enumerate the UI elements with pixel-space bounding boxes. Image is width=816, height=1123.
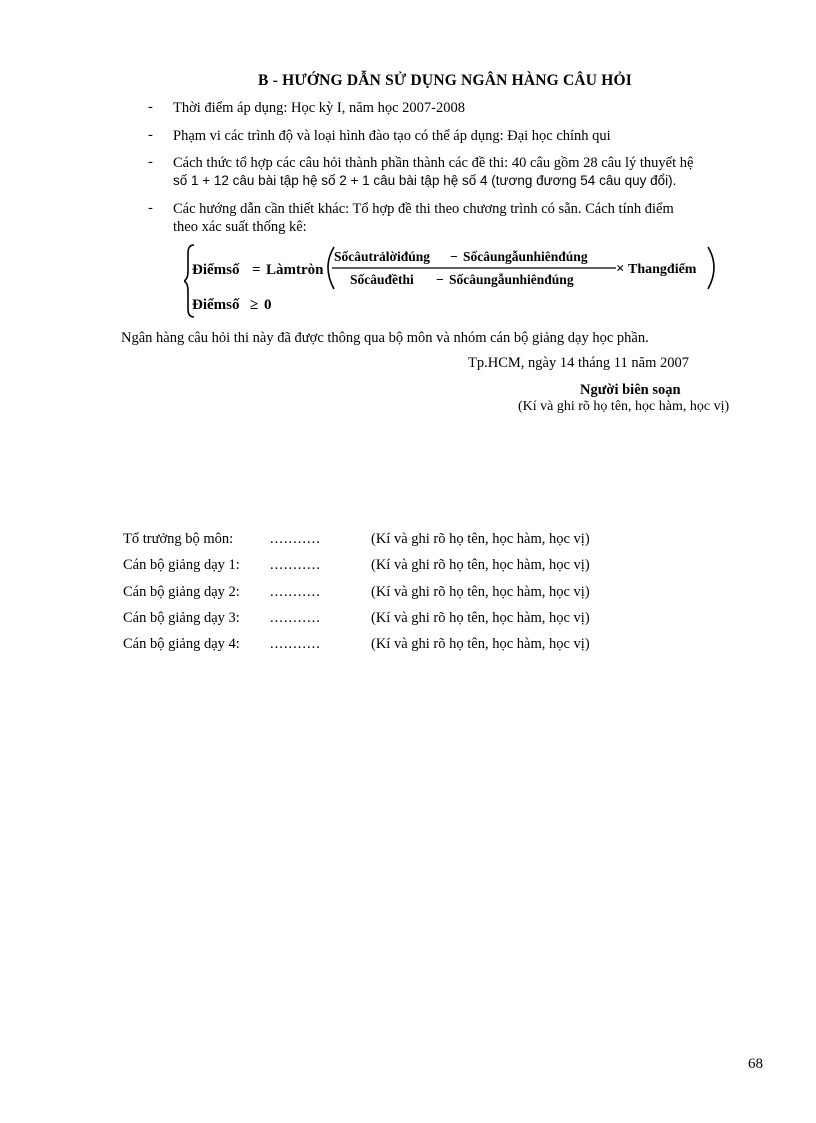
bullet-line: Cách thức tổ hợp các câu hỏi thành phần thành các đề thi: 40 câu gồm 28 câu lý thuyết hệ (173, 155, 694, 171)
bullet-dash: - (148, 154, 153, 170)
signature-note: (Kí và ghi rõ họ tên, học hàm, học vị) (371, 636, 590, 652)
signature-label: Cán bộ giảng dạy 2: (123, 584, 240, 600)
geq-sign: ≥ (250, 297, 259, 313)
numerator-term-a: Sốcâutrảlờiđúng (334, 249, 430, 264)
numerator-minus: − (450, 249, 458, 264)
signature-dots: ........... (270, 557, 321, 573)
signature-dots: ........... (270, 584, 321, 600)
scale-label: Thangđiểm (628, 262, 697, 277)
round-label: Làmtròn (266, 262, 324, 278)
right-paren (708, 247, 714, 289)
signature-note: (Kí và ghi rõ họ tên, học hàm, học vị) (371, 610, 590, 626)
signature-label: Tổ trưởng bộ môn: (123, 531, 234, 547)
denominator-minus: − (436, 272, 444, 287)
bullet-item-grading (173, 200, 674, 236)
score-label: Điểmsố (192, 262, 240, 278)
signature-label: Cán bộ giảng dạy 4: (123, 636, 240, 652)
zero-value: 0 (264, 297, 272, 313)
page-number: 68 (748, 1056, 763, 1072)
score-formula (184, 243, 724, 321)
signature-dots: ........... (270, 636, 321, 652)
approval-statement: Ngân hàng câu hỏi thi này đã được thông qua bộ môn và nhóm cán bộ giảng dạy học phần. (121, 330, 649, 346)
bullet-line: Các hướng dẫn cần thiết khác: Tổ hợp đề thi theo chương trình có sẵn. Cách tính điểm (173, 201, 674, 217)
signature-note: (Kí và ghi rõ họ tên, học hàm, học vị) (371, 557, 590, 573)
bullet-item-scope (173, 127, 611, 145)
signature-label: Cán bộ giảng dạy 3: (123, 610, 240, 626)
signature-note: (Kí và ghi rõ họ tên, học hàm, học vị) (371, 531, 590, 547)
denominator-term-a: Sốcâuđềthi (350, 272, 414, 287)
bullet-line: Thời điểm áp dụng: Học kỳ I, năm học 2007-2008 (173, 100, 465, 116)
signature-dots: ........... (270, 610, 321, 626)
bullet-item-composition (173, 154, 693, 190)
times-sign: × (616, 261, 625, 277)
bullet-dash: - (148, 127, 153, 143)
bullet-dash: - (148, 200, 153, 216)
place-date: Tp.HCM, ngày 14 tháng 11 năm 2007 (468, 355, 689, 371)
bullet-line: theo xác suất thống kê: (173, 219, 307, 235)
bullet-dash: - (148, 99, 153, 115)
bullet-item-apply-time (173, 99, 465, 117)
section-heading: B - HƯỚNG DẪN SỬ DỤNG NGÂN HÀNG CÂU HỎI (258, 72, 632, 89)
denominator-term-b: Sốcâungẫunhiênđúng (449, 272, 574, 287)
numerator-term-b: Sốcâungẫunhiênđúng (463, 249, 588, 264)
author-title: Người biên soạn (580, 382, 681, 398)
bullet-line: Phạm vi các trình độ và loại hình đào tạo có thể áp dụng: Đại học chính qui (173, 128, 611, 144)
signature-dots: ........... (270, 531, 321, 547)
signature-label: Cán bộ giảng dạy 1: (123, 557, 240, 573)
author-note: (Kí và ghi rõ họ tên, học hàm, học vị) (518, 399, 730, 414)
equals-sign: = (252, 262, 261, 278)
bullet-line: số 1 + 12 câu bài tập hệ số 2 + 1 câu bài tập hệ số 4 (tương đương 54 câu quy đổi). (173, 173, 677, 188)
score-label-2: Điểmsố (192, 297, 240, 313)
signature-note: (Kí và ghi rõ họ tên, học hàm, học vị) (371, 584, 590, 600)
